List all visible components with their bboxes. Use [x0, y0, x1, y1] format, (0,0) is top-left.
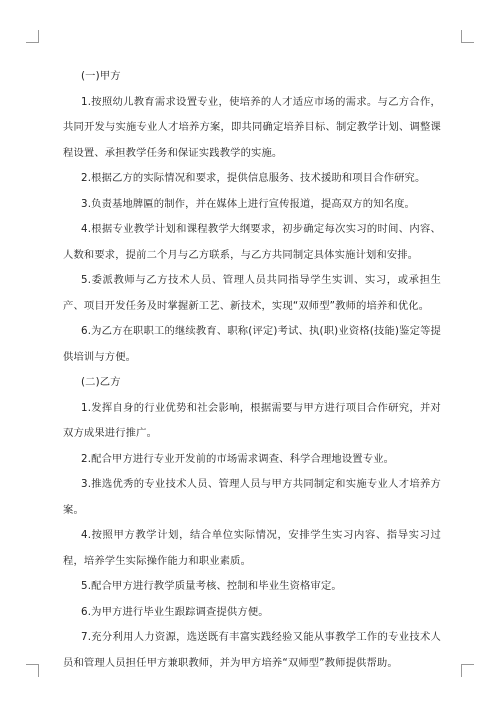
- section-heading-party-a: (一)甲方: [81, 70, 121, 82]
- party-b-item-1: 1.发挥自身的行业优势和社会影响，根据需要与甲方进行项目合作研究，并对双方成果进行推广。: [63, 401, 441, 439]
- section-heading-party-b: (二)乙方: [81, 376, 121, 388]
- party-b-item-4: 4.按照甲方教学计划，结合单位实际情况，安排学生实习内容、指导实习过程，培养学生实际操作能力和职业素质。: [63, 529, 441, 567]
- party-b-item-2: 2.配合甲方进行专业开发前的市场需求调查、科学合理地设置专业。: [81, 452, 395, 465]
- crop-mark-bottom-left: [26, 664, 39, 677]
- crop-mark-top-left: [26, 30, 39, 43]
- party-a-item-6: 6.为乙方在职职工的继续教育、职称(评定)考试、执(职)业资格(技能)鉴定等提供培训与方便。: [63, 325, 441, 363]
- party-b-item-7: 7.充分利用人力资源，选送既有丰富实践经验又能从事教学工作的专业技术人员和管理人员担任甲方兼职教师，并为甲方培养“双师型”教师提供帮助。: [63, 631, 441, 669]
- party-a-item-4: 4.根据专业教学计划和课程教学大纲要求，初步确定每次实习的时间、内容、人数和要求，提前二个月与乙方联系，与乙方共同制定具体实施计划和安排。: [63, 223, 441, 261]
- party-a-item-3: 3.负责基地牌匾的制作，并在媒体上进行宣传报道，提高双方的知名度。: [81, 197, 415, 210]
- party-b-item-6: 6.为甲方进行毕业生跟踪调查提供方便。: [81, 605, 269, 618]
- document-body: [63, 64, 441, 676]
- crop-mark-bottom-right: [461, 664, 474, 677]
- party-b-item-5: 5.配合甲方进行教学质量考核、控制和毕业生资格审定。: [81, 580, 342, 592]
- party-a-item-1: 1.按照幼儿教育需求设置专业，使培养的人才适应市场的需求。与乙方合作，共同开发与实施专业人才培养方案，即共同确定培养目标、制定教学计划、调整课程设置、承担教学任务和保证实践教学的实施。: [63, 95, 441, 159]
- party-b-item-3: 3.推选优秀的专业技术人员、管理人员与甲方共同制定和实施专业人才培养方案。: [63, 478, 441, 516]
- crop-mark-top-right: [461, 30, 474, 43]
- party-a-item-5: 5.委派教师与乙方技术人员、管理人员共同指导学生实训、实习，或承担生产、项目开发任务及时掌握新工艺、新技术，实现“双师型”教师的培养和优化。: [63, 274, 441, 312]
- party-a-item-2: 2.根据乙方的实际情况和要求，提供信息服务、技术援助和项目合作研究。: [81, 172, 426, 184]
